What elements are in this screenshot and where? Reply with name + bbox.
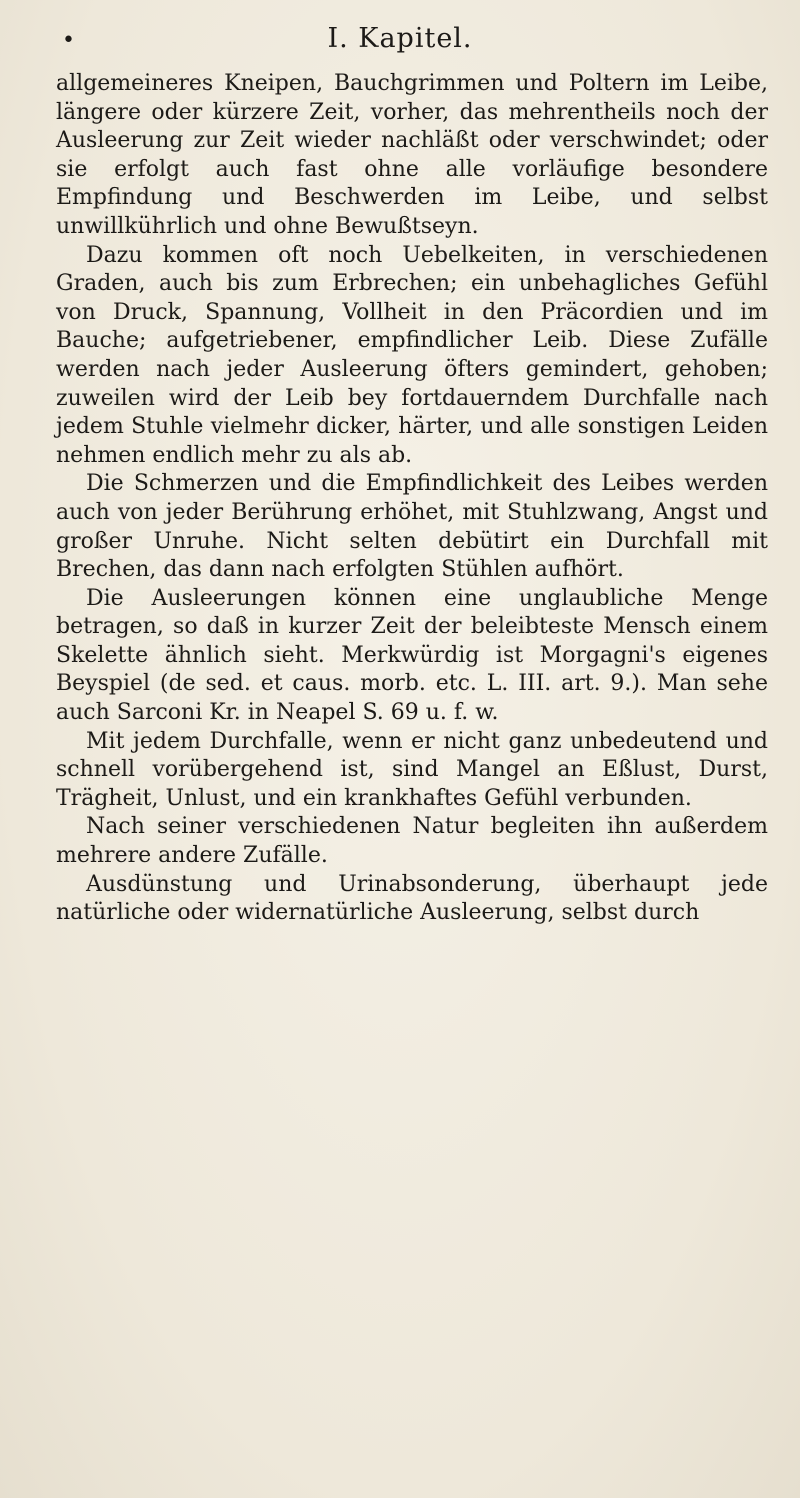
running-head: I. Kapitel. [327, 23, 473, 54]
page-header [0, 14, 800, 64]
paragraph: Ausdünstung und Urinabsonderung, überhaupt jede natürliche oder widernatürliche Ausleerung, selbst durch [56, 871, 768, 926]
printer-mark: • [62, 28, 75, 53]
paragraph: Dazu kommen oft noch Uebelkeiten, in verschiedenen Graden, auch bis zum Erbrechen; ein unbehagliches Gefühl von Druck, Spannung, Vollheit in den Präcordien und im Bauche; aufgetriebener, empfindlicher Leib. Diese Zufälle werden nach jeder Ausleerung öfters gemindert, gehoben; zuweilen wird der Leib bey fortdauerndem Durchfalle nach jedem Stuhle vielmehr dicker, härter, und alle sonstigen Leiden nehmen endlich mehr zu als ab. [56, 242, 768, 468]
paragraph: Die Schmerzen und die Empfindlichkeit des Leibes werden auch von jeder Berührung erhöhet, mit Stuhlzwang, Angst und großer Unruhe. Nicht selten debütirt ein Durchfall mit Brechen, das dann nach erfolgten Stühlen aufhört. [56, 471, 768, 583]
paragraph: allgemeineres Kneipen, Bauchgrimmen und Poltern im Leibe, längere oder kürzere Zeit, vorher, das mehrentheils noch der Ausleerung zur Zeit wieder nachläßt oder verschwindet; oder sie erfolgt auch fast ohne alle vorläufige besondere Empfindung und Beschwerden im Leibe, und selbst unwillkührlich und ohne Bewußtseyn. [56, 71, 768, 239]
paragraph: Die Ausleerungen können eine unglaubliche Menge betragen, so daß in kurzer Zeit der beleibteste Mensch einem Skelette ähnlich sieht. Merkwürdig ist Morgagni's eigenes Beyspiel (de sed. et caus. morb. etc. L. III. art. 9.). Man sehe auch Sarconi Kr. in Neapel S. 69 u. f. w. [56, 585, 768, 726]
paragraph: Mit jedem Durchfalle, wenn er nicht ganz unbedeutend und schnell vorübergehend ist, sind Mangel an Eßlust, Durst, Trägheit, Unlust, und ein krankhaftes Gefühl verbunden. [56, 728, 768, 811]
paragraph: Nach seiner verschiedenen Natur begleiten ihn außerdem mehrere andere Zufälle. [56, 814, 768, 869]
body-text [56, 70, 768, 928]
